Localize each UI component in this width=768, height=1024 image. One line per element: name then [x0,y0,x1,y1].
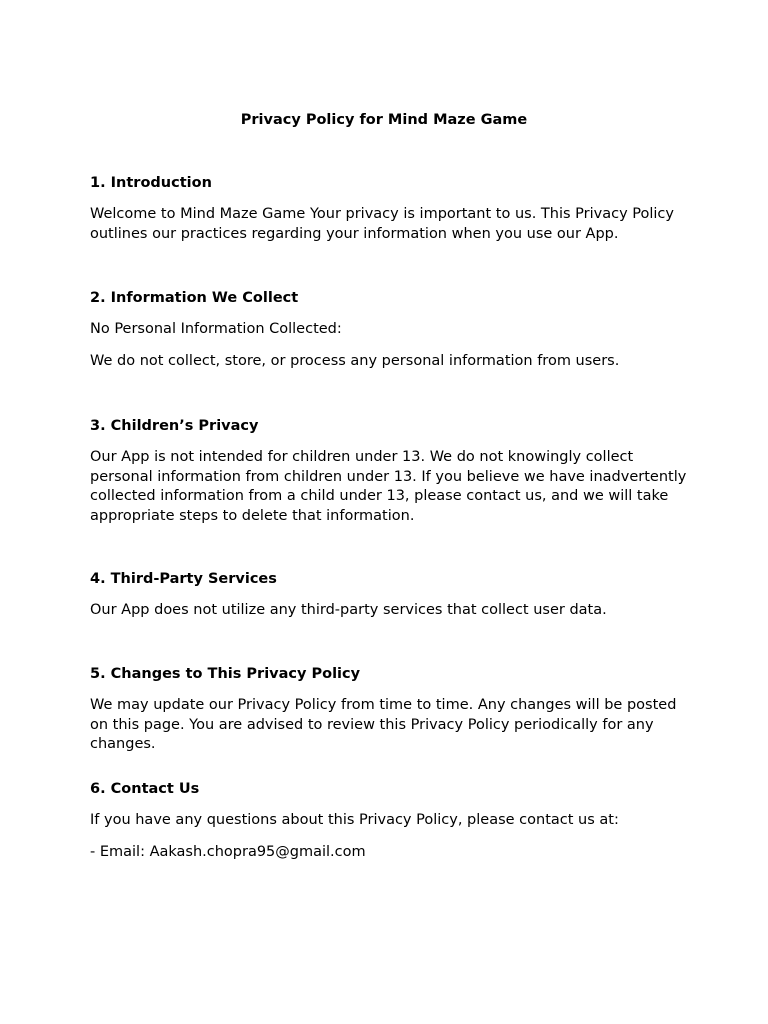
section-introduction [90,173,690,256]
section-changes-to-policy [90,664,690,767]
section-paragraph: We do not collect, store, or process any personal information from users. [90,352,620,369]
section-paragraph: Welcome to Mind Maze Game Your privacy is important to us. This Privacy Policy outlines our practices regarding your information when you use our App. [90,206,674,242]
section-paragraph: Our App does not utilize any third-party services that collect user data. [90,602,607,618]
section-paragraph: No Personal Information Collected: [90,321,342,337]
section-paragraph: If you have any questions about this Privacy Policy, please contact us at: [90,812,619,828]
section-heading: 6. Contact Us [90,781,200,797]
section-heading: 2. Information We Collect [90,290,299,306]
section-third-party-services [90,569,690,633]
section-heading: 5. Changes to This Privacy Policy [90,666,361,682]
section-information-we-collect [90,288,690,383]
section-childrens-privacy [90,416,690,538]
section-heading: 1. Introduction [90,175,212,191]
section-heading: 4. Third-Party Services [90,571,277,587]
section-contact-us [90,779,690,874]
section-heading: 3. Children’s Privacy [90,418,259,434]
section-paragraph: Our App is not intended for children under 13. We do not knowingly collect personal information from children under 13. If you believe we have inadvertently collected information from a child under 13, please contact us, and we will take appropriate steps to delete that information. [90,449,687,524]
section-paragraph: We may update our Privacy Policy from time to time. Any changes will be posted on this page. You are advised to review this Privacy Policy periodically for any changes. [90,697,677,752]
contact-email: - Email: Aakash.chopra95@gmail.com [90,843,366,860]
page-title: Privacy Policy for Mind Maze Game [240,112,528,128]
